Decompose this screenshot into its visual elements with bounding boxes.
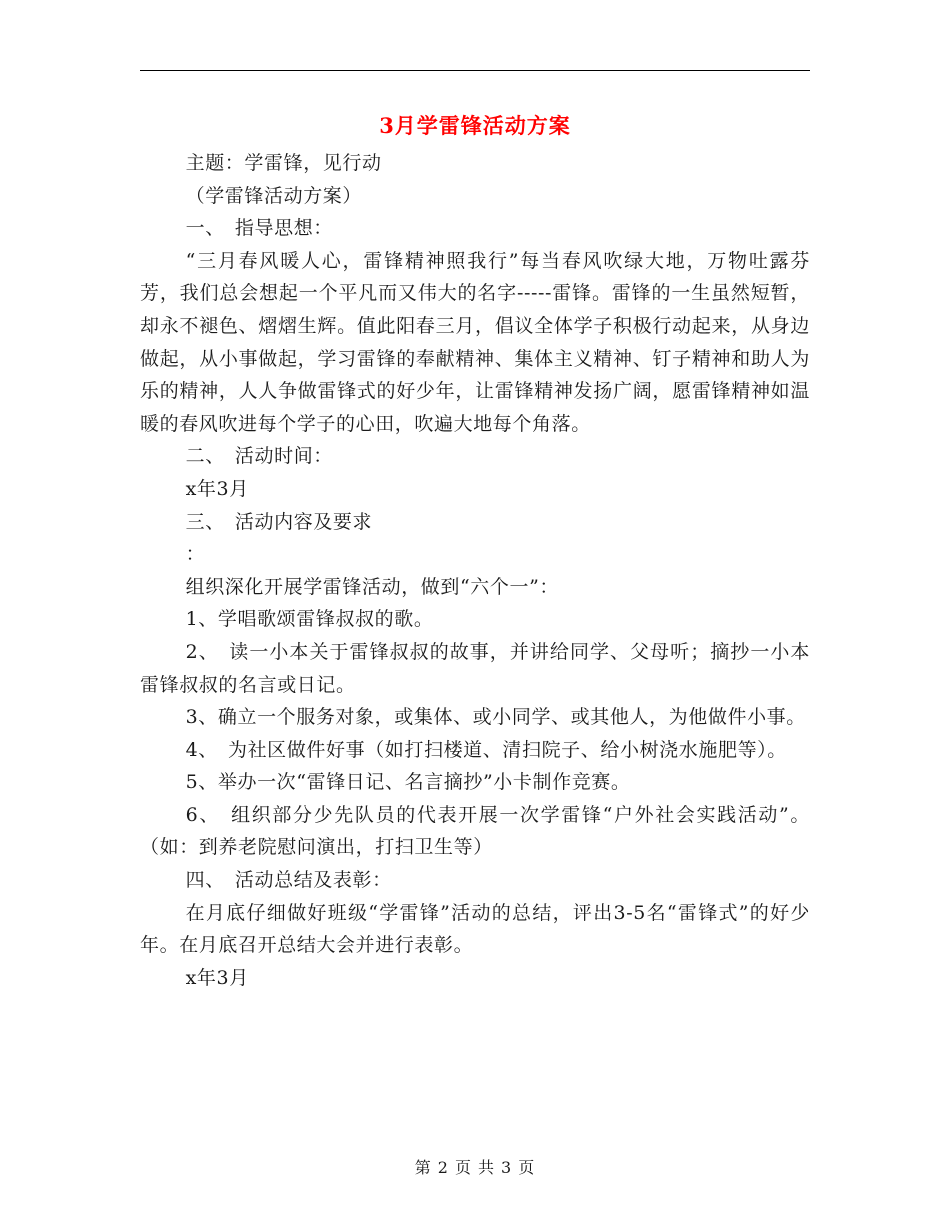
paragraph-subtitle: （学雷锋活动方案） (185, 184, 362, 207)
paragraph-date: x年3月 (185, 966, 249, 989)
list-item-5: 5、举办一次“雷锋日记、名言摘抄”小卡制作竞赛。 (185, 771, 631, 794)
document-body (140, 147, 810, 994)
paragraph-guiding-thought: “三月春风暖人心，雷锋精神照我行”每当春风吹绿大地，万物吐露芬芳，我们总会想起一个平凡而又伟大的名字-----雷锋。雷锋的一生虽然短暂，却永不褪色、熠熠生辉。值此阳春三月，倡议全体学子积极行动起来，从身边做起，从小事做起，学习雷锋的奉献精神、集体主义精神、钉子精神和助人为乐的精神，人人争做雷锋式的好少年，让雷锋精神发扬广阔，愿雷锋精神如温暖的春风吹进每个学子的心田，吹遍大地每个角落。 (140, 249, 810, 435)
section-heading-summary: 四、 活动总结及表彰： (185, 869, 392, 892)
paragraph-colon: ： (185, 543, 206, 566)
list-item-3: 3、确立一个服务对象，或集体、或小同学、或其他人，为他做件小事。 (185, 706, 806, 729)
document-title: 3月学雷锋活动方案 (379, 113, 571, 138)
paragraph-activity-time: x年3月 (185, 477, 249, 500)
list-item-4: 4、 为社区做件好事（如打扫楼道、清扫院子、给小树浇水施肥等）。 (185, 738, 787, 761)
section-heading-activity-time: 二、 活动时间： (185, 445, 333, 468)
footer-middle: 页 共 (454, 1158, 496, 1177)
paragraph-six-ones: 组织深化开展学雷锋活动，做到“六个一”： (185, 575, 560, 598)
footer-current-page: 2 (437, 1158, 449, 1177)
list-item-1: 1、学唱歌颂雷锋叔叔的歌。 (185, 608, 434, 631)
footer-prefix: 第 (414, 1158, 432, 1177)
list-item-2: 2、 读一小本关于雷锋叔叔的故事，并讲给同学、父母听；摘抄一小本雷锋叔叔的名言或日记。 (140, 640, 810, 696)
paragraph-summary: 在月底仔细做好班级“学雷锋”活动的总结，评出3-5名“雷锋式”的好少年。在月底召开总结大会并进行表彰。 (140, 901, 810, 957)
paragraph-theme: 主题：学雷锋，见行动 (185, 152, 382, 174)
header-rule (140, 70, 810, 71)
footer-total-pages: 3 (501, 1158, 513, 1177)
list-item-6: 6、 组织部分少先队员的代表开展一次学雷锋“户外社会实践活动”。（如：到养老院慰问演出，打扫卫生等） (140, 803, 810, 859)
section-heading-activity-content: 三、 活动内容及要求 (185, 510, 373, 533)
footer-suffix: 页 (518, 1158, 536, 1177)
page-footer (140, 1155, 810, 1178)
section-heading-guiding-thought: 一、 指导思想： (185, 217, 333, 240)
